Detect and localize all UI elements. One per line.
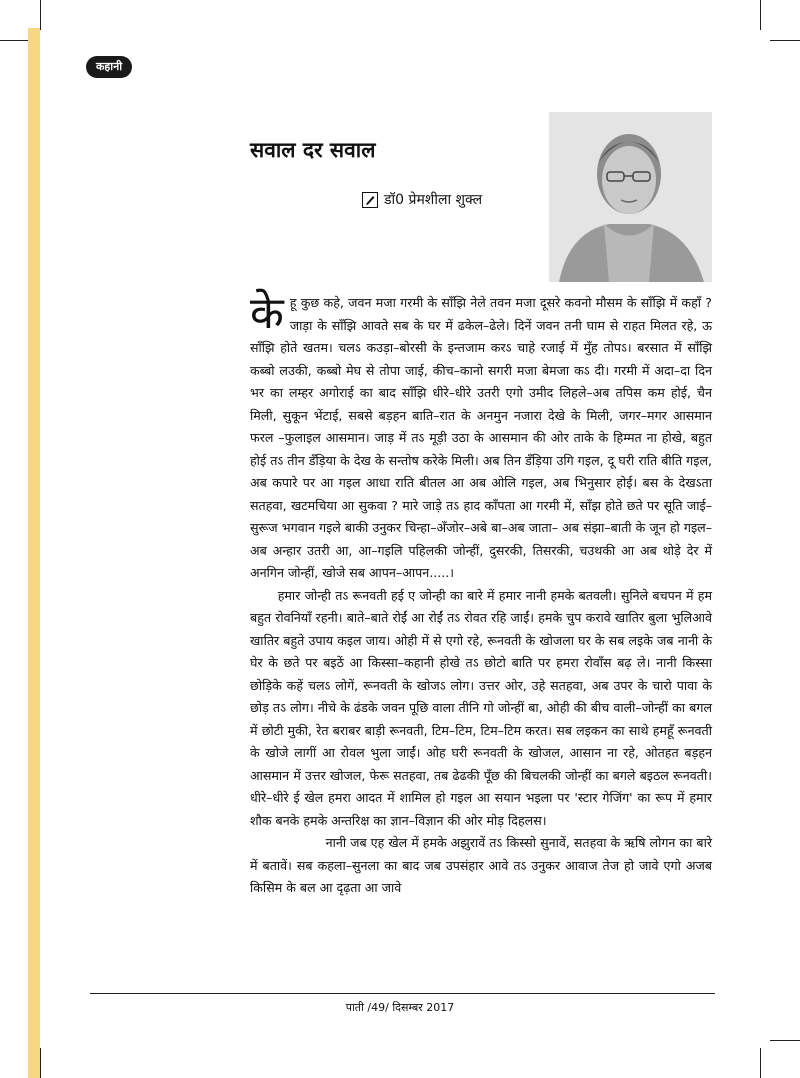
crop-mark-top-left-v [40, 0, 41, 30]
author-photo [549, 112, 712, 282]
crop-mark-top-right-v [760, 0, 761, 30]
paragraph-2: हमार जोन्ही तऽ रूनवती हई ए जोन्ही का बारे में हमार नानी हमके बतवली। सुनिले बचपन में हम बहुत रोवनियाँ रहनी। बाते–बाते रोईं आ रोईं तऽ रोवत रहि जाईं। हमके चुप करावे खातिर बुला भुलिआवे खातिर बहुते उपाय कइल जाय। ओही में से एगो रहे, रूनवती के खोजला घर के सब लइके जब नानी के घेर के छते पर बइठें आ किस्सा–कहानी होखे तऽ छोटो बाति पर हमरा रोवाँस बढ़ ले। नानी किस्सा छोड़िके कहें चलऽ लोगें, रूनवती के खोजऽ लोग। उत्तर ओर, उहे सतहवा, अब उपर के चारो पावा के छोड़ तऽ लोग। नीचे के ढंडके जवन पूछि वाला तीनि गो जोन्हीं बा, ओही की बीच वाली–जोन्हीं का बगल में छोटी मुकी, रेत बराबर बाड़ी रूनवती, टिम–टिम, टिम–टिम करत। सब लइकन का साथे हमहूँ रूनवती के खोजे लागीं आ रोवल भुला जाईं। ओह घरी रूनवती के खोजल, आसान ना रहे, ओतहत बड़हन आसमान में उत्तर खोजल, फेरू सतहवा, तब ढेढकी पूँछ की बिचलकी जोन्हीं का बगले बइठल रूनवती। धीरे–धीरे ई खेल हमरा आदत में शामिल हो गइल आ सयान भइला पर 'स्टार गेजिंग' का रूप में हमार शौक बनके हमके अन्तरिक्ष का ज्ञान–विज्ञान की ओर मोड़ दिहलस। [250, 587, 712, 828]
section-tag: कहानी [86, 56, 132, 78]
story-body [250, 288, 712, 900]
page-edge-bar [28, 28, 40, 1078]
pen-icon [362, 192, 378, 208]
drop-cap: के [250, 288, 284, 339]
paragraph-1-text: हू कुछ कहे, जवन मजा गरमी के साँझि नेले तवन मजा दूसरे कवनो मौसम के साँझि में कहाँ ? जाड़ा के साँझि आवते सब के घर में ढकेल–ढेले। दिनें जवन तनी घाम से राहत मिलत रहे, ऊ साँझि होते खतम। चलऽ कउड़ा–बोरसी के इन्तजाम करऽ चाहे रजाई में मुँह तोपऽ। बरसात में साँझि कब्बो लउकी, कब्बो मेघ से तोपा जाई, कीच–कानो सगरी मजा बेमजा कऽ दी। गरमी में अदा–दा दिन भर का लम्हर अगोराई का बाद साँझि धीरे–धीरे उतरी एगो उमीद लिहले–अब तपिस कम होई, चैन मिली, सुकून भेंटाई, सबसे बड़हन बाति–रात के अनमुन नजारा देखे के मिली, जगर–मगर आसमान फरल –फुलाइल आसमान। जाड़ में तऽ मूड़ी उठा के आसमान की ओर ताके के हिम्मत ना होखे, बहुत होई तऽ तीन डँड़िया के देख के सन्तोष करेके मिली। अब तिन डँड़िया उगि गइल, दू घरी राति बीति गइल, अब कपारे पर आ गइल आधा राति बीतल आ अब ओलि गइल, अब भिनुसार होई। बस के देखऽता सतहवा, खटमचिया आ सुकवा ? मारे जाड़े तऽ हाद काँपता आ गरमी में, साँझ होते छते पर सूति जाई– सुरूज भगवान गइले बाकी उनुकर चिन्हा–अँजोर–अबे बा–अब जाता– अब संझा–बाती के जून हो गइल–अब अन्हार उतरी आ, आ–गइलि पहिलकी जोन्हीं, दुसरकी, तिसरकी, चउथकी आ अब थोड़े देर में अनगिन जोन्हीं, खोजे सब आपन–आपन.....। [250, 295, 712, 580]
crop-mark-bottom-right-h [770, 1040, 800, 1041]
footer-rule [90, 993, 715, 994]
crop-mark-top-right-h [770, 40, 800, 41]
paragraph-1 [250, 288, 712, 585]
crop-mark-bottom-left-v [40, 1048, 41, 1078]
crop-mark-top-left-h [0, 40, 30, 41]
story-title: सवाल दर सवाल [250, 138, 376, 162]
crop-mark-bottom-right-v [760, 1048, 761, 1078]
paragraph-3: नानी जब एह खेल में हमके अझुरावें तऽ किस्सो सुनावें, सतहवा के ऋषि लोगन का बारे में बतावें। सब कहला–सुनला का बाद जब उपसंहार आवे तऽ उनुकर आवाज तेज हो जावे एगो अजब किसिम के बल आ दृढ़ता आ जावे [250, 835, 712, 895]
page-footer: पाती /49/ दिसम्बर 2017 [345, 1001, 455, 1014]
author-name: डॉ0 प्रेमशीला शुक्ल [384, 192, 483, 208]
author-byline [362, 190, 482, 209]
